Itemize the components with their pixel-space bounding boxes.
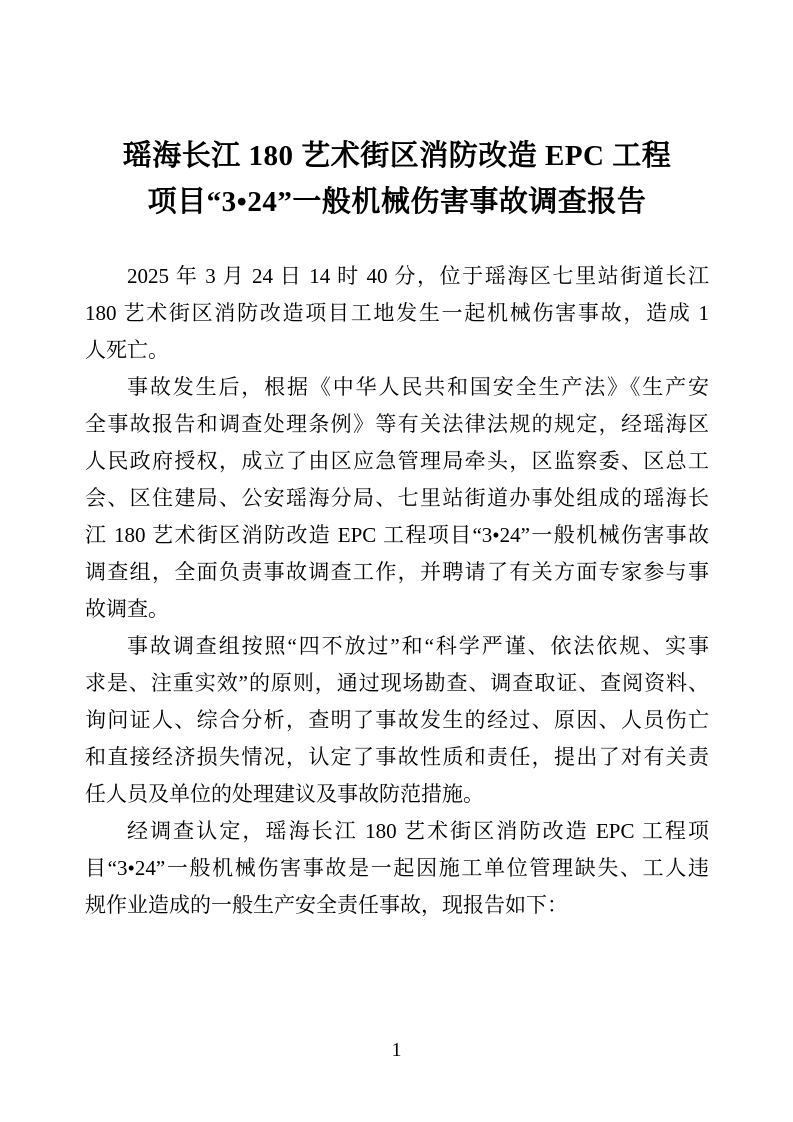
paragraph-line: 人民政府授权，成立了由区应急管理局牵头，区监察委、区总工	[85, 449, 709, 473]
paragraph-line: 2025 年 3 月 24 日 14 时 40 分，位于瑶海区七里站街道长江	[127, 264, 709, 288]
paragraph-line: 任人员及单位的处理建议及事故防范措施。	[85, 782, 484, 806]
paragraph-line: 事故调查组按照“四不放过”和“科学严谨、依法依规、实事	[127, 634, 709, 658]
paragraph-line: 会、区住建局、公安瑶海分局、七里站街道办事处组成的瑶海长	[85, 486, 709, 510]
paragraph-line: 事故发生后，根据《中华人民共和国安全生产法》《生产安	[127, 375, 709, 399]
paragraph-line: 经调查认定，瑶海长江 180 艺术街区消防改造 EPC 工程项	[127, 819, 709, 843]
paragraph-line: 故调查。	[85, 597, 169, 621]
paragraph	[85, 369, 709, 628]
paragraph-line: 江 180 艺术街区消防改造 EPC 工程项目“3•24”一般机械伤害事故	[85, 523, 709, 547]
report-title-line-1: 瑶海长江 180 艺术街区消防改造 EPC 工程	[122, 140, 672, 172]
report-body	[85, 258, 709, 924]
paragraph-line: 求是、注重实效”的原则，通过现场勘查、调查取证、查阅资料、	[85, 671, 709, 695]
page-content	[85, 0, 709, 924]
report-title	[85, 0, 709, 225]
paragraph	[85, 628, 709, 813]
paragraph	[85, 813, 709, 924]
report-title-line-2: 项目“3•24”一般机械伤害事故调查报告	[147, 186, 647, 218]
paragraph-line: 180 艺术街区消防改造项目工地发生一起机械伤害事故，造成 1	[85, 301, 709, 325]
paragraph	[85, 258, 709, 369]
paragraph-line: 目“3•24”一般机械伤害事故是一起因施工单位管理缺失、工人违	[85, 856, 709, 880]
paragraph-line: 全事故报告和调查处理条例》等有关法律法规的规定，经瑶海区	[85, 412, 709, 436]
page-number: 1	[391, 1039, 402, 1061]
paragraph-line: 调查组，全面负责事故调查工作，并聘请了有关方面专家参与事	[85, 560, 709, 584]
paragraph-line: 和直接经济损失情况，认定了事故性质和责任，提出了对有关责	[85, 745, 709, 769]
paragraph-line: 规作业造成的一般生产安全责任事故，现报告如下：	[85, 893, 568, 917]
paragraph-line: 人死亡。	[85, 338, 169, 362]
paragraph-line: 询问证人、综合分析，查明了事故发生的经过、原因、人员伤亡	[85, 708, 709, 732]
